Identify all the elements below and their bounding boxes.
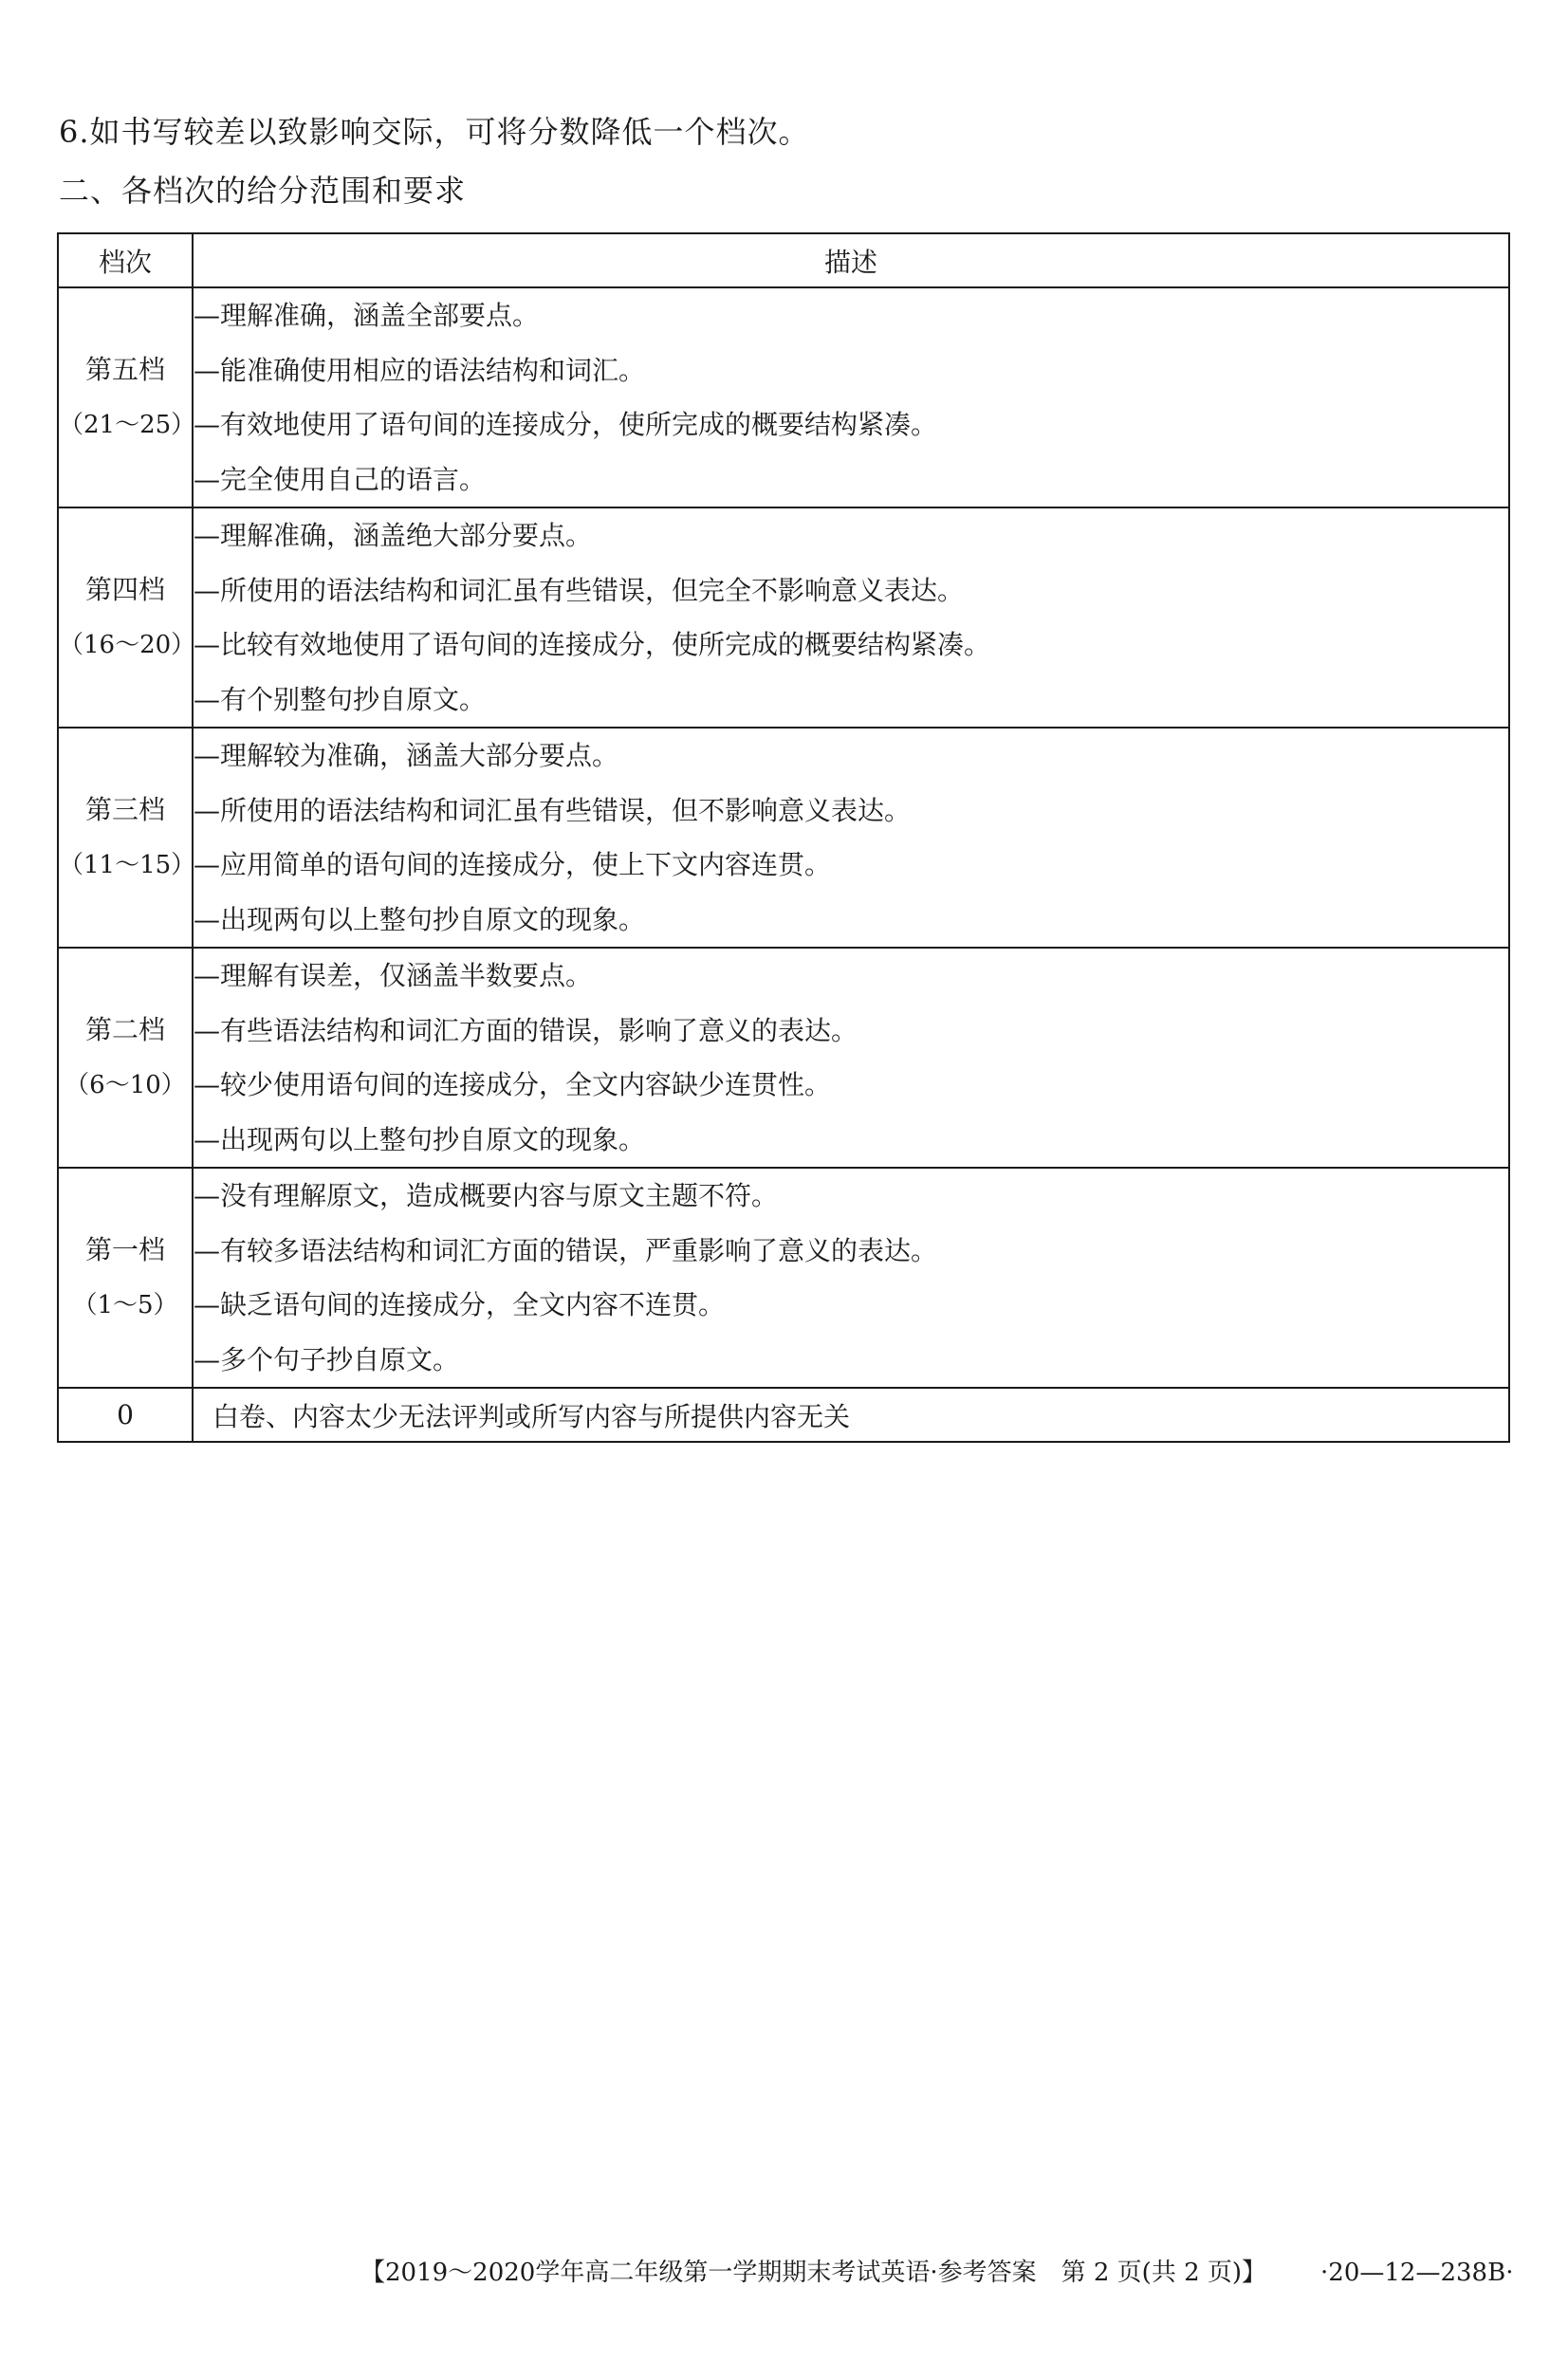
- description-cell: [193, 728, 1509, 948]
- level-cell: [58, 948, 193, 1168]
- description-cell: [193, 507, 1509, 728]
- zero-score-cell: 0: [58, 1388, 193, 1442]
- footer-code: ·20—12—238B·: [1320, 2259, 1514, 2287]
- level-name: 第五档: [84, 354, 165, 385]
- table-row: [58, 287, 1509, 507]
- description-line: —有效地使用了语句间的连接成分，使所完成的概要结构紧凑。: [194, 409, 938, 440]
- table-row-zero: [58, 1388, 1509, 1442]
- description-line: —有较多语法结构和词汇方面的错误，严重影响了意义的表达。: [194, 1234, 938, 1266]
- zero-description-cell: 白卷、内容太少无法评判或所写内容与所提供内容无关: [193, 1388, 1509, 1442]
- level-name: 第四档: [84, 574, 165, 605]
- scoring-note-6: 6.如书写较差以致影响交际，可将分数降低一个档次。: [59, 114, 810, 150]
- description-line: —多个句子抄自原文。: [194, 1343, 460, 1375]
- description-cell: [193, 287, 1509, 507]
- header-level: 档次: [58, 233, 193, 287]
- table-header-row: [58, 233, 1509, 287]
- description-line: —出现两句以上整句抄自原文的现象。: [194, 1123, 646, 1155]
- table-row: [58, 948, 1509, 1168]
- description-line: —有些语法结构和词汇方面的错误，影响了意义的表达。: [194, 1014, 858, 1046]
- header-description: 描述: [193, 233, 1509, 287]
- description-line: —完全使用自己的语言。: [194, 463, 487, 495]
- level-name: 第一档: [84, 1234, 165, 1265]
- level-cell: [58, 287, 196, 507]
- level-cell: [58, 728, 196, 948]
- description-line: —出现两句以上整句抄自原文的现象。: [194, 903, 646, 935]
- description-line: —理解有误差，仅涵盖半数要点。: [194, 960, 593, 991]
- page-footer: [360, 2256, 1513, 2290]
- level-name: 第二档: [84, 1014, 165, 1045]
- table-row: [58, 1168, 1509, 1388]
- description-line: —没有理解原文，造成概要内容与原文主题不符。: [194, 1180, 779, 1211]
- description-line: —应用简单的语句间的连接成分，使上下文内容连贯。: [194, 849, 832, 880]
- level-range: （6～10）: [65, 1071, 186, 1099]
- description-line: —所使用的语法结构和词汇虽有些错误，但完全不影响意义表达。: [194, 574, 965, 606]
- level-range: （1～5）: [72, 1291, 178, 1319]
- description-line: —缺乏语句间的连接成分，全文内容不连贯。: [194, 1289, 726, 1320]
- level-range: （21～25）: [59, 411, 196, 439]
- level-cell: [58, 1168, 193, 1388]
- level-range: （16～20）: [59, 631, 196, 659]
- description-line: —理解准确，涵盖全部要点。: [194, 300, 540, 331]
- level-range: （11～15）: [59, 851, 196, 879]
- grading-table: [57, 232, 1510, 1443]
- description-line: —所使用的语法结构和词汇虽有些错误，但不影响意义表达。: [194, 794, 912, 826]
- description-line: —比较有效地使用了语句间的连接成分，使所完成的概要结构紧凑。: [194, 629, 991, 660]
- level-cell: [58, 507, 196, 728]
- section-title: 二、各档次的给分范围和要求: [59, 173, 467, 209]
- description-cell: [193, 948, 1509, 1168]
- description-line: —理解准确，涵盖绝大部分要点。: [194, 520, 593, 551]
- footer-title: 【2019～2020学年高二年级第一学期期末考试英语·参考答案 第 2 页(共 2 页)】: [360, 2259, 1255, 2287]
- table-row: [58, 507, 1509, 728]
- description-line: —理解较为准确，涵盖大部分要点。: [194, 740, 619, 771]
- description-line: —有个别整句抄自原文。: [194, 683, 487, 715]
- table-row: [58, 728, 1509, 948]
- description-line: —较少使用语句间的连接成分，全文内容缺少连贯性。: [194, 1069, 832, 1100]
- level-name: 第三档: [84, 794, 165, 825]
- description-cell: [193, 1168, 1509, 1388]
- description-line: —能准确使用相应的语法结构和词汇。: [194, 354, 646, 386]
